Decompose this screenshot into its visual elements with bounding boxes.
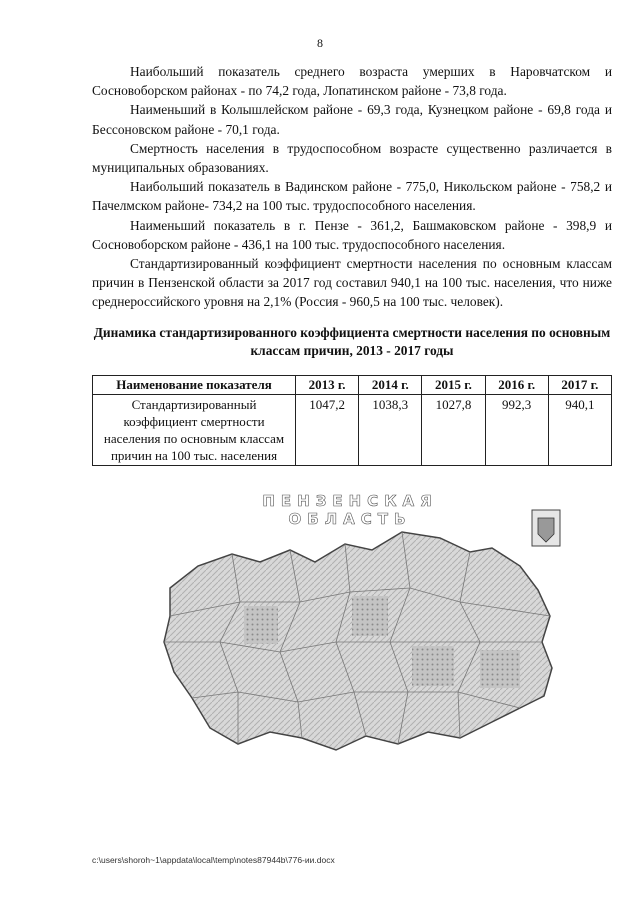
shaded-district [480,650,520,688]
column-header: 2016 г. [485,376,548,395]
map-title: ПЕНЗЕНСКАЯ ОБЛАСТЬ [262,492,438,528]
shaded-district [352,596,388,636]
column-header: 2015 г. [422,376,485,395]
table-header-row [93,376,612,395]
region-outline [164,532,552,750]
column-header: Наименование показателя [93,376,296,395]
table-row [93,395,612,466]
region-map [140,492,580,792]
paragraph: Наименьший показатель в г. Пензе - 361,2, Башмаковском районе - 398,9 и Сосновоборском районе - 436,1 на 100 тыс. трудоспособного населения. [92,217,612,252]
shaded-district [244,606,278,644]
page-number: 8 [317,36,323,50]
value-cell: 992,3 [485,395,548,466]
mortality-table [92,375,612,466]
indicator-name: Стандартизированный коэффициент смертности населения по основным классам причин на 100 тыс. населения [93,395,296,466]
paragraph: Стандартизированный коэффициент смертности населения по основным классам причин в Пензенской области за 2017 год составил 940,1 на 100 тыс. населения, что ниже среднероссийского уровня на 2,1% (Россия - 960,5 на 100 тыс. человек). [92,256,612,310]
shaded-district [412,646,454,686]
column-header: 2014 г. [359,376,422,395]
file-path-footer: c:\users\shoroh~1\appdata\local\temp\notes87944b\776-ии.docx [92,855,335,865]
value-cell: 940,1 [548,395,611,466]
paragraph: Наибольший показатель в Вадинском районе - 775,0, Никольском районе - 758,2 и Пачелмском районе- 734,2 на 100 тыс. трудоспособного населения. [92,179,612,214]
table-heading: Динамика стандартизированного коэффициента смертности населения по основным классам причин, 2013 - 2017 годы [93,325,611,358]
column-header: 2013 г. [296,376,359,395]
paragraph: Смертность населения в трудоспособном возрасте существенно различается в муниципальных образованиях. [92,140,612,176]
region-map-svg [140,492,580,792]
value-cell: 1027,8 [422,395,485,466]
column-header: 2017 г. [548,376,611,395]
value-cell: 1038,3 [359,395,422,466]
paragraph: Наименьший в Колышлейском районе - 69,3 года, Кузнецком районе - 69,8 года и Бессоновском районе - 70,1 года. [92,102,612,137]
paragraph: Наибольший показатель среднего возраста умерших в Наровчатском и Сосновоборском районах - по 74,2 года, Лопатинском районе - 73,8 года. [92,64,612,99]
value-cell: 1047,2 [296,395,359,466]
body-text [92,62,612,312]
